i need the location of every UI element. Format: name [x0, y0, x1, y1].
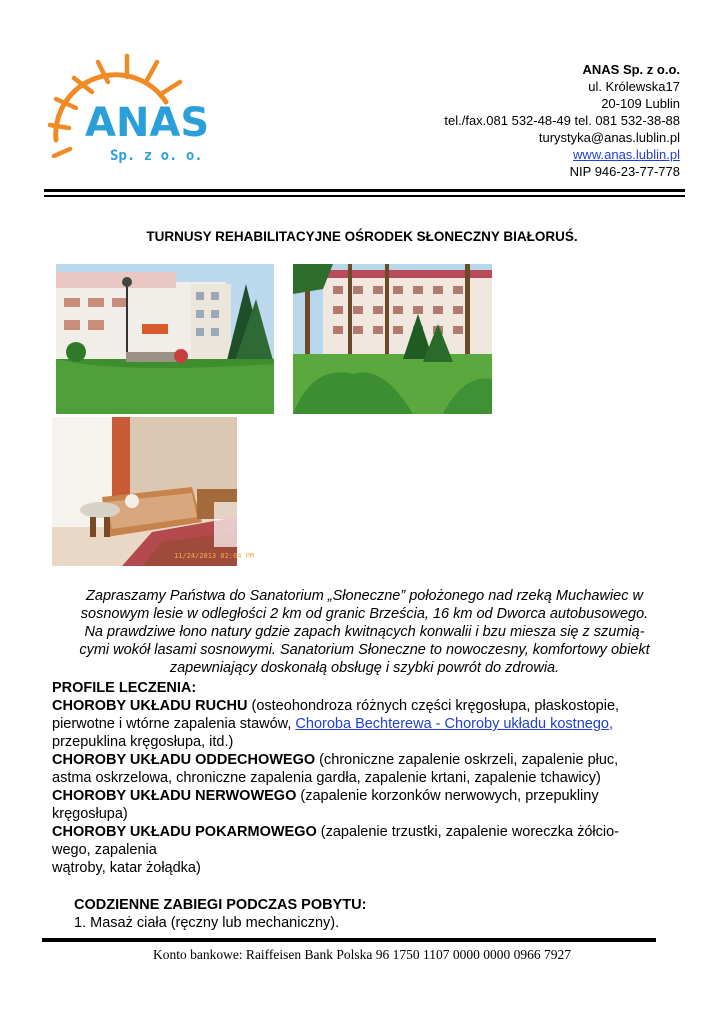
profile-nerw-name: CHOROBY UKŁADU NERWOWEGO — [52, 788, 297, 804]
company-email: turystyka@anas.lublin.pl — [538, 130, 680, 145]
intro-line: Na prawdziwe łono natury gdzie zapach kwitnących konwalii i bzu miesza się z szumią- — [84, 624, 645, 640]
profile-ruch-desc: pierwotne i wtórne zapalenia stawów, — [52, 716, 296, 732]
logo-wordmark: ANAS — [85, 100, 210, 146]
header-divider — [44, 189, 685, 192]
company-phone: tel./fax.081 532-48-49 tel. 081 532-38-88 — [444, 113, 680, 128]
profile-nerw-desc: kręgosłupa) — [52, 806, 128, 822]
company-info — [444, 61, 680, 180]
profile-pokarm-desc: wątroby, katar żołądka) — [52, 860, 201, 876]
photo-building-front — [56, 264, 274, 414]
company-logo — [48, 52, 238, 170]
bank-account: Konto bankowe: Raiffeisen Bank Polska 96 1750 1107 0000 0000 0966 7927 — [152, 947, 572, 962]
daily-item: 1. Masaż ciała (ręczny lub mechaniczny). — [74, 915, 340, 931]
intro-line: cymi wokół lasami sosnowymi. Sanatorium Słoneczne to nowoczesny, komfortowy obiekt — [79, 642, 650, 658]
photo-room — [52, 417, 255, 566]
company-website-link[interactable]: www.anas.lublin.pl — [573, 147, 680, 162]
intro-paragraph — [52, 587, 677, 677]
profiles-heading: PROFILE LECZENIA: — [52, 680, 197, 696]
profile-oddech-desc: astma oskrzelowa, chroniczne zapalenia gardła, zapalenie krtani, zapalenie tchawicy) — [52, 770, 601, 786]
profile-oddech-desc: (chroniczne zapalenie oskrzeli, zapalenie płuc, — [315, 752, 619, 768]
intro-line: sosnowym lesie w odległości 2 km od granic Brześcia, 16 km od Dworca autobusowego. — [80, 606, 649, 622]
profile-ruch-name: CHOROBY UKŁADU RUCHU — [52, 698, 248, 714]
profile-ruch-desc: (osteohondroza różnych części kręgosłupa, płaskostopie, — [247, 698, 620, 714]
intro-line: Zapraszamy Państwa do Sanatorium „Słoneczne” położonego nad rzeką Muchawiec w — [86, 588, 643, 604]
daily-heading: CODZIENNE ZABIEGI PODCZAS POBYTU: — [74, 897, 367, 913]
profile-pokarm-desc: (zapalenie trzustki, zapalenie woreczka żółcio- — [316, 824, 619, 840]
profile-oddech-name: CHOROBY UKŁADU ODDECHOWEGO — [52, 752, 316, 768]
bechterew-link[interactable]: Choroba Bechterewa - Choroby układu kostnego, — [295, 716, 613, 732]
daily-treatments — [74, 896, 366, 932]
profile-ruch-desc: przepuklina kręgosłupa, itd.) — [52, 734, 234, 750]
company-nip: NIP 946-23-77-778 — [569, 164, 680, 179]
company-street: ul. Królewska17 — [588, 79, 680, 94]
footer-divider — [42, 938, 656, 942]
header-divider-thin — [44, 195, 685, 197]
intro-line: zapewniający doskonałą obsługę i szybki powrót do zdrowia. — [169, 660, 560, 676]
sun-logo-icon — [48, 52, 238, 170]
photo-date-stamp: 11/24/2013 02:04 PM — [174, 552, 255, 560]
company-city: 20-109 Lublin — [601, 96, 680, 111]
photo-building-park — [293, 264, 492, 414]
logo-subtitle: Sp. z o. o. — [110, 148, 203, 164]
treatment-profiles — [52, 679, 684, 877]
company-name: ANAS Sp. z o.o. — [582, 62, 680, 77]
profile-nerw-desc: (zapalenie korzonków nerwowych, przepukliny — [296, 788, 599, 804]
page-title: TURNUSY REHABILITACYJNE OŚRODEK SŁONECZNY BIAŁORUŚ. — [146, 229, 578, 244]
profile-pokarm-name: CHOROBY UKŁADU POKARMOWEGO — [52, 824, 317, 840]
profile-pokarm-desc: wego, zapalenia — [52, 842, 157, 858]
